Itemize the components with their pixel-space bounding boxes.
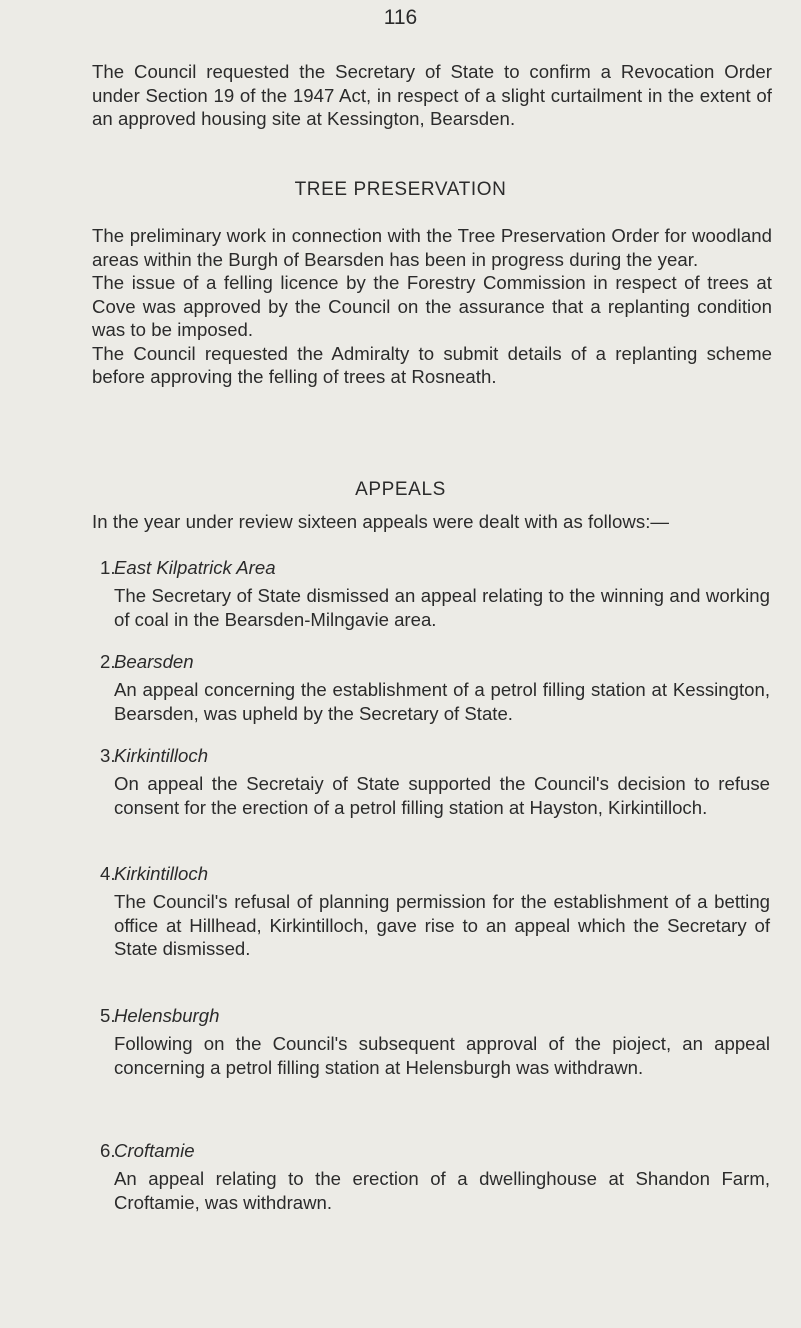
appeal-number: 4.: [100, 863, 116, 884]
tree-paragraph: The preliminary work in connection with the Tree Preservation Order for woodland areas within the Burgh of Bearsden has been in progress during the year.: [92, 225, 772, 270]
appeal-number: 1.: [100, 557, 116, 578]
appeal-text: An appeal relating to the erection of a dwellinghouse at Shandon Farm, Croftamie, was withdrawn.: [114, 1168, 770, 1213]
appeal-title: Helensburgh: [114, 1005, 220, 1026]
appeal-title: Croftamie: [114, 1140, 195, 1161]
appeal-number: 3.: [100, 745, 116, 766]
appeals-heading: APPEALS: [355, 479, 446, 500]
appeal-number: 2.: [100, 651, 116, 672]
appeals-intro: In the year under review sixteen appeals were dealt with as follows:—: [92, 511, 670, 532]
intro-paragraph: [92, 60, 772, 131]
appeal-text: On appeal the Secretaiy of State supported the Council's decision to refuse consent for the erection of a petrol filling station at Hayston, Kirkintilloch.: [114, 773, 770, 818]
appeal-number: 5.: [100, 1005, 116, 1026]
appeals-intro-block: [92, 510, 772, 534]
appeal-title: Kirkintilloch: [114, 745, 209, 766]
appeal-number: 6.: [100, 1140, 116, 1161]
intro-text: The Council requested the Secretary of State to confirm a Revocation Order under Section 19 of the 1947 Act, in respect of a slight curtailment in the extent of an approved housing site at Kessington, Bearsden.: [92, 61, 772, 129]
appeal-title: Bearsden: [114, 651, 194, 672]
tree-paragraph: The Council requested the Admiralty to submit details of a replanting scheme before approving the felling of trees at Rosneath.: [92, 342, 772, 387]
appeal-title: East Kilpatrick Area: [114, 557, 276, 578]
appeal-text: The Council's refusal of planning permission for the establishment of a betting office at Hillhead, Kirkintilloch, gave rise to an appeal which the Secretary of State dismissed.: [114, 891, 770, 959]
page-number: 116: [383, 6, 418, 29]
tree-preservation-section: [92, 224, 772, 389]
tree-preservation-heading: TREE PRESERVATION: [294, 179, 507, 200]
appeal-text: An appeal concerning the establishment of a petrol filling station at Kessington, Bearsden, was upheld by the Secretary of State.: [114, 679, 770, 724]
tree-paragraph: The issue of a felling licence by the Forestry Commission in respect of trees at Cove was approved by the Council on the assurance that a replanting condition was to be imposed.: [92, 272, 772, 340]
appeal-text: The Secretary of State dismissed an appeal relating to the winning and working of coal in the Bearsden-Milngavie area.: [114, 585, 770, 630]
appeal-title: Kirkintilloch: [114, 863, 209, 884]
appeal-text: Following on the Council's subsequent approval of the pioject, an appeal concerning a petrol filling station at Helensburgh was withdrawn.: [114, 1033, 770, 1078]
